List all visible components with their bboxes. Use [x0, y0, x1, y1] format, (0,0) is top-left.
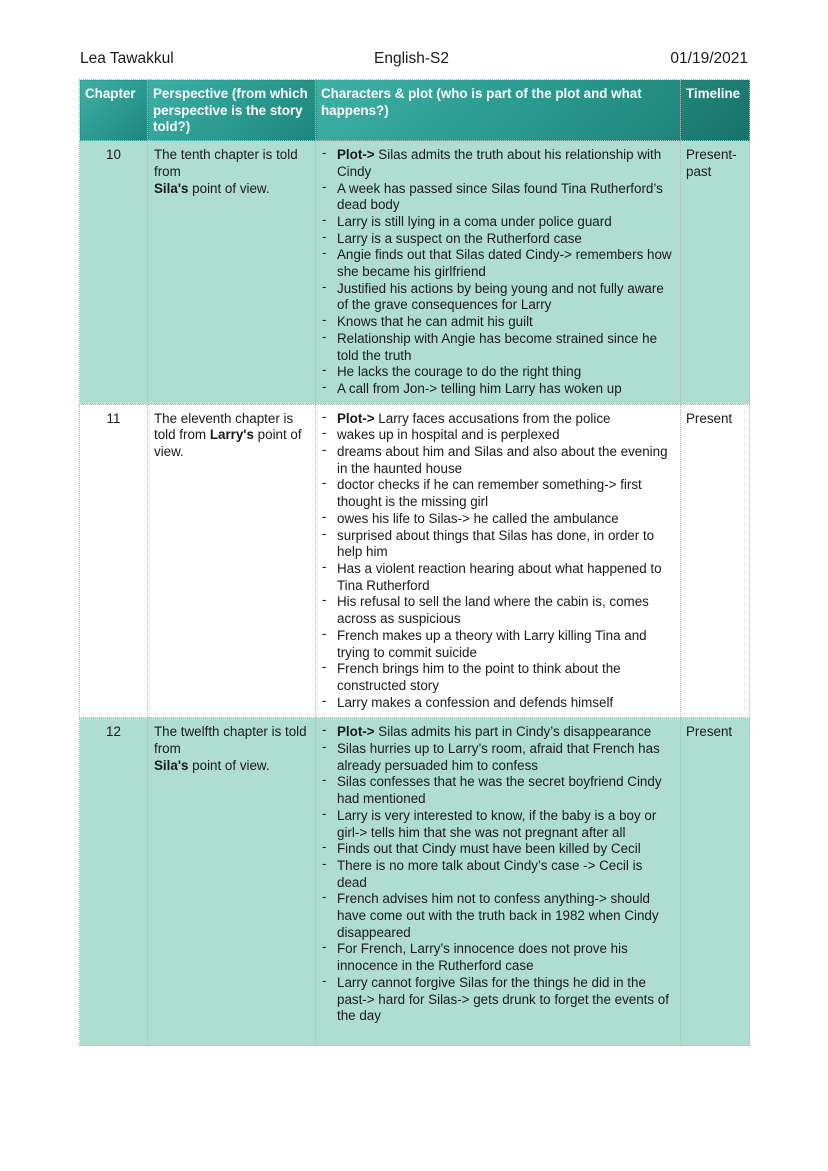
plot-cell [316, 404, 681, 718]
list-item: - surprised about things that Silas has done, in order to help him [321, 528, 674, 561]
document-date: 01/19/2021 [670, 50, 748, 67]
list-item: - Larry makes a confession and defends himself [321, 695, 674, 712]
list-item: - Angie finds out that Silas dated Cindy-> remembers how she became his girlfriend [321, 247, 674, 280]
plot-summary-item [321, 411, 674, 428]
chapter-number: 10 [80, 141, 148, 405]
list-item: - wakes up in hospital and is perplexed [321, 427, 674, 444]
chapter-notes-table [79, 79, 750, 1046]
perspective-narrator: Larry's [209, 427, 254, 443]
list-item: - His refusal to sell the land where the cabin is, comes across as suspicious [321, 594, 674, 627]
plot-list [321, 724, 674, 1025]
plot-label: Plot-> [337, 724, 375, 740]
list-item: - Has a violent reaction hearing about what happened to Tina Rutherford [321, 561, 674, 594]
header-perspective: Perspective (from which perspective is the story told?) [148, 80, 316, 141]
table-row [80, 718, 750, 1046]
timeline-cell: Present [681, 718, 750, 1046]
list-item: - Larry is very interested to know, if the baby is a boy or girl-> tells him that she was not pregnant after all [321, 808, 674, 841]
plot-summary-text: Silas admits the truth about his relationship with Cindy [337, 147, 662, 179]
perspective-suffix: point of view. [188, 757, 270, 773]
list-item: - Silas hurries up to Larry’s room, afraid that French has already persuaded him to confess [321, 741, 674, 774]
plot-summary-text: Larry faces accusations from the police [374, 410, 611, 426]
perspective-cell [148, 404, 316, 718]
list-item: - Larry is still lying in a coma under police guard [321, 214, 674, 231]
list-item: - There is no more talk about Cindy’s case -> Cecil is dead [321, 858, 674, 891]
table-row [80, 141, 750, 405]
chapter-number: 11 [80, 404, 148, 718]
perspective-text: The eleventh chapter is told from [154, 410, 294, 443]
list-item: - Justified his actions by being young and not fully aware of the grave consequences for Larry [321, 281, 674, 314]
list-item: - A call from Jon-> telling him Larry has woken up [321, 381, 674, 398]
list-item: - Larry cannot forgive Silas for the things he did in the past-> hard for Silas-> gets drunk to forget the events of the day [321, 975, 674, 1025]
plot-cell [316, 718, 681, 1046]
student-name: Lea Tawakkul [80, 50, 174, 67]
plot-list [321, 411, 674, 712]
list-item: - Relationship with Angie has become strained since he told the truth [321, 331, 674, 364]
list-item: - Finds out that Cindy must have been killed by Cecil [321, 841, 674, 858]
perspective-text: The tenth chapter is told from [154, 147, 298, 179]
timeline-cell: Present [681, 404, 750, 718]
list-item: - He lacks the courage to do the right thing [321, 364, 674, 381]
table-row [80, 404, 750, 718]
list-item: - French advises him not to confess anything-> should have come out with the truth back in 1982 when Cindy disappeared [321, 891, 674, 941]
list-item: - Larry is a suspect on the Rutherford case [321, 231, 674, 248]
perspective-suffix: point of view. [154, 427, 302, 460]
header-plot: Characters & plot (who is part of the plot and what happens?) [316, 80, 681, 141]
perspective-cell [148, 141, 316, 405]
plot-list [321, 147, 674, 398]
perspective-cell [148, 718, 316, 1046]
plot-label: Plot-> [337, 410, 375, 426]
list-item: - A week has passed since Silas found Tina Rutherford’s dead body [321, 181, 674, 214]
course-name: English-S2 [374, 50, 449, 67]
list-item: - For French, Larry’s innocence does not prove his innocence in the Rutherford case [321, 941, 674, 974]
timeline-cell: Present-past [681, 141, 750, 405]
plot-cell [316, 141, 681, 405]
plot-summary-text: Silas admits his part in Cindy’s disappearance [374, 724, 652, 740]
chapter-number: 12 [80, 718, 148, 1046]
list-item: - Knows that he can admit his guilt [321, 314, 674, 331]
perspective-narrator: Sila's [154, 180, 189, 196]
list-item: - Silas confesses that he was the secret boyfriend Cindy had mentioned [321, 774, 674, 807]
plot-summary-item [321, 147, 674, 180]
header-timeline: Timeline [681, 80, 750, 141]
document-header [80, 50, 748, 70]
list-item: - dreams about him and Silas and also about the evening in the haunted house [321, 444, 674, 477]
plot-label: Plot-> [337, 147, 375, 163]
perspective-narrator: Sila's [154, 757, 189, 773]
perspective-text: The twelfth chapter is told from [154, 724, 307, 757]
table-header-row [80, 80, 750, 141]
header-chapter: Chapter [80, 80, 148, 141]
list-item: - French brings him to the point to think about the constructed story [321, 661, 674, 694]
list-item: - owes his life to Silas-> he called the ambulance [321, 511, 674, 528]
perspective-suffix: point of view. [188, 180, 270, 196]
plot-summary-item [321, 724, 674, 741]
list-item: - French makes up a theory with Larry killing Tina and trying to commit suicide [321, 628, 674, 661]
list-item: - doctor checks if he can remember something-> first thought is the missing girl [321, 477, 674, 510]
